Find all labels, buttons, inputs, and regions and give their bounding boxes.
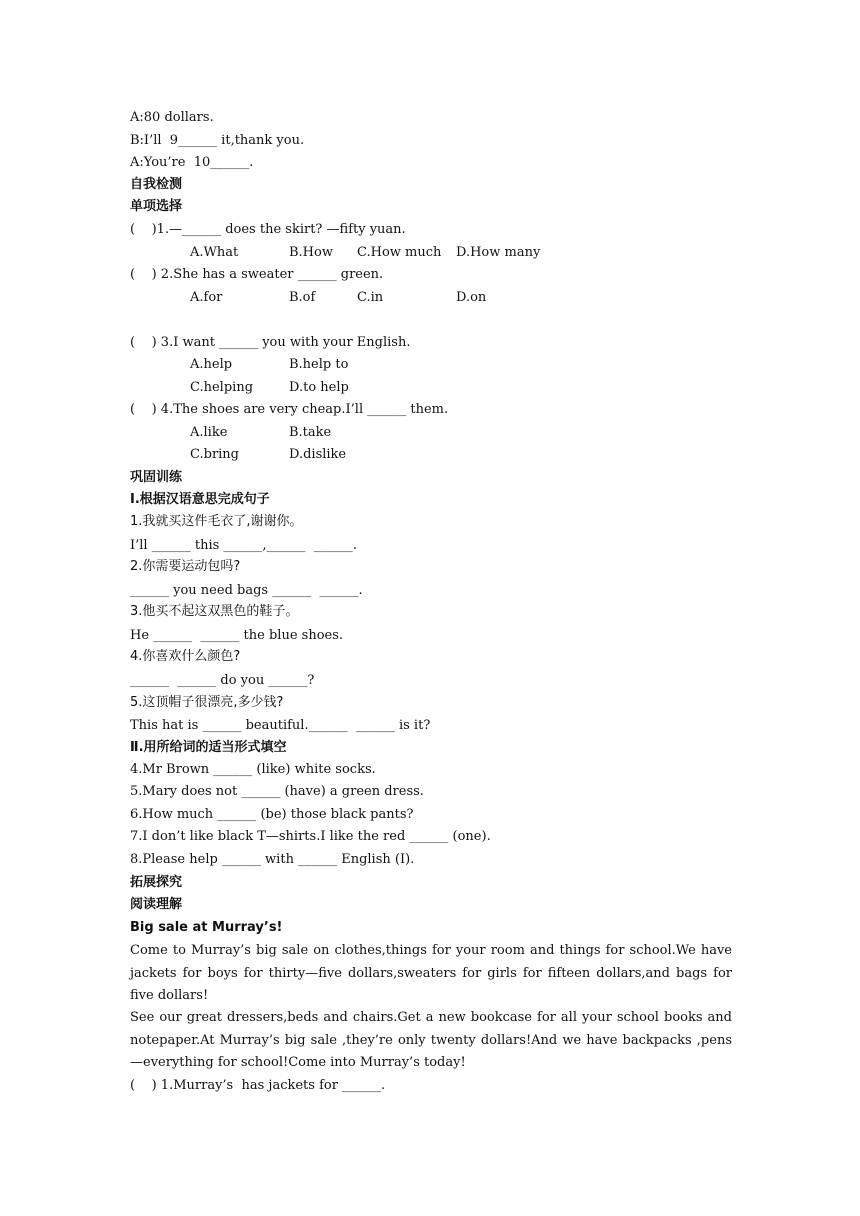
fill-in-item: 4.Mr Brown ______ (like) white socks.: [130, 762, 376, 777]
dialogue-line: A:80 dollars.: [130, 110, 214, 125]
option: D.to help: [289, 380, 349, 395]
fill-in-item: 7.I don’t like black T—shirts.I like the red ______ (one).: [130, 829, 491, 844]
chinese-prompt: 2.你需要运动包吗?: [130, 559, 241, 574]
section-subheading: 阅读理解: [130, 897, 183, 912]
option: D.on: [456, 290, 487, 305]
option: B.help to: [289, 357, 349, 372]
section-heading: 巩固训练: [130, 470, 183, 485]
option: B.How: [289, 245, 333, 260]
part-heading: Ⅱ.用所给词的适当形式填空: [130, 740, 287, 755]
question-stem: ( ) 3.I want ______ you with your English.: [130, 335, 411, 350]
option: A.What: [190, 245, 239, 260]
english-blank-line: ______ ______ do you ______?: [130, 673, 315, 688]
passage-title: Big sale at Murray’s!: [130, 920, 283, 935]
dialogue-line: A:You’re 10______.: [130, 155, 254, 170]
option: D.dislike: [289, 447, 347, 462]
option: B.take: [289, 425, 332, 440]
part-heading: Ⅰ.根据汉语意思完成句子: [130, 492, 270, 507]
chinese-prompt: 5.这顶帽子很漂亮,多少钱?: [130, 695, 284, 710]
fill-in-item: 8.Please help ______ with ______ English (I).: [130, 852, 415, 867]
fill-in-item: 6.How much ______ (be) those black pants?: [130, 807, 414, 822]
question-stem: ( ) 4.The shoes are very cheap.I’ll ______ them.: [130, 402, 449, 417]
option: A.for: [190, 290, 223, 305]
reading-question: ( ) 1.Murray’s has jackets for ______.: [130, 1078, 386, 1093]
question-stem: ( ) 2.She has a sweater ______ green.: [130, 267, 384, 282]
english-blank-line: He ______ ______ the blue shoes.: [130, 628, 344, 643]
option: B.of: [289, 290, 316, 305]
chinese-prompt: 4.你喜欢什么颜色?: [130, 649, 241, 664]
section-heading: 自我检测: [130, 177, 183, 192]
section-heading: 拓展探究: [130, 875, 183, 890]
option: D.How many: [456, 245, 541, 260]
dialogue-line: B:I’ll 9______ it,thank you.: [130, 133, 305, 148]
question-stem: ( )1.—______ does the skirt? —fifty yuan.: [130, 222, 406, 237]
passage-paragraph: Come to Murray’s big sale on clothes,things for your room and things for school.We have jackets for boys for thirty—five dollars,sweaters for girls for fifteen dollars,and bags for five dollars!: [130, 943, 732, 1004]
passage-paragraph: See our great dressers,beds and chairs.Get a new bookcase for all your school books and notepaper.At Murray’s big sale ,they’re only twenty dollars!And we have backpacks ,pens—everything for school!Come into Murray’s today!: [130, 1010, 732, 1071]
option: C.How much: [357, 245, 442, 260]
english-blank-line: This hat is ______ beautiful.______ ______ is it?: [130, 718, 431, 733]
fill-in-item: 5.Mary does not ______ (have) a green dress.: [130, 784, 424, 799]
option: A.like: [190, 425, 228, 440]
option: C.bring: [190, 447, 240, 462]
english-blank-line: I’ll ______ this ______,______ ______.: [130, 538, 357, 553]
chinese-prompt: 3.他买不起这双黑色的鞋子。: [130, 604, 299, 619]
option: A.help: [190, 357, 233, 372]
chinese-prompt: 1.我就买这件毛衣了,谢谢你。: [130, 514, 303, 529]
section-subheading: 单项选择: [130, 199, 183, 214]
english-blank-line: ______ you need bags ______ ______.: [130, 583, 363, 598]
option: C.in: [357, 290, 384, 305]
option: C.helping: [190, 380, 254, 395]
